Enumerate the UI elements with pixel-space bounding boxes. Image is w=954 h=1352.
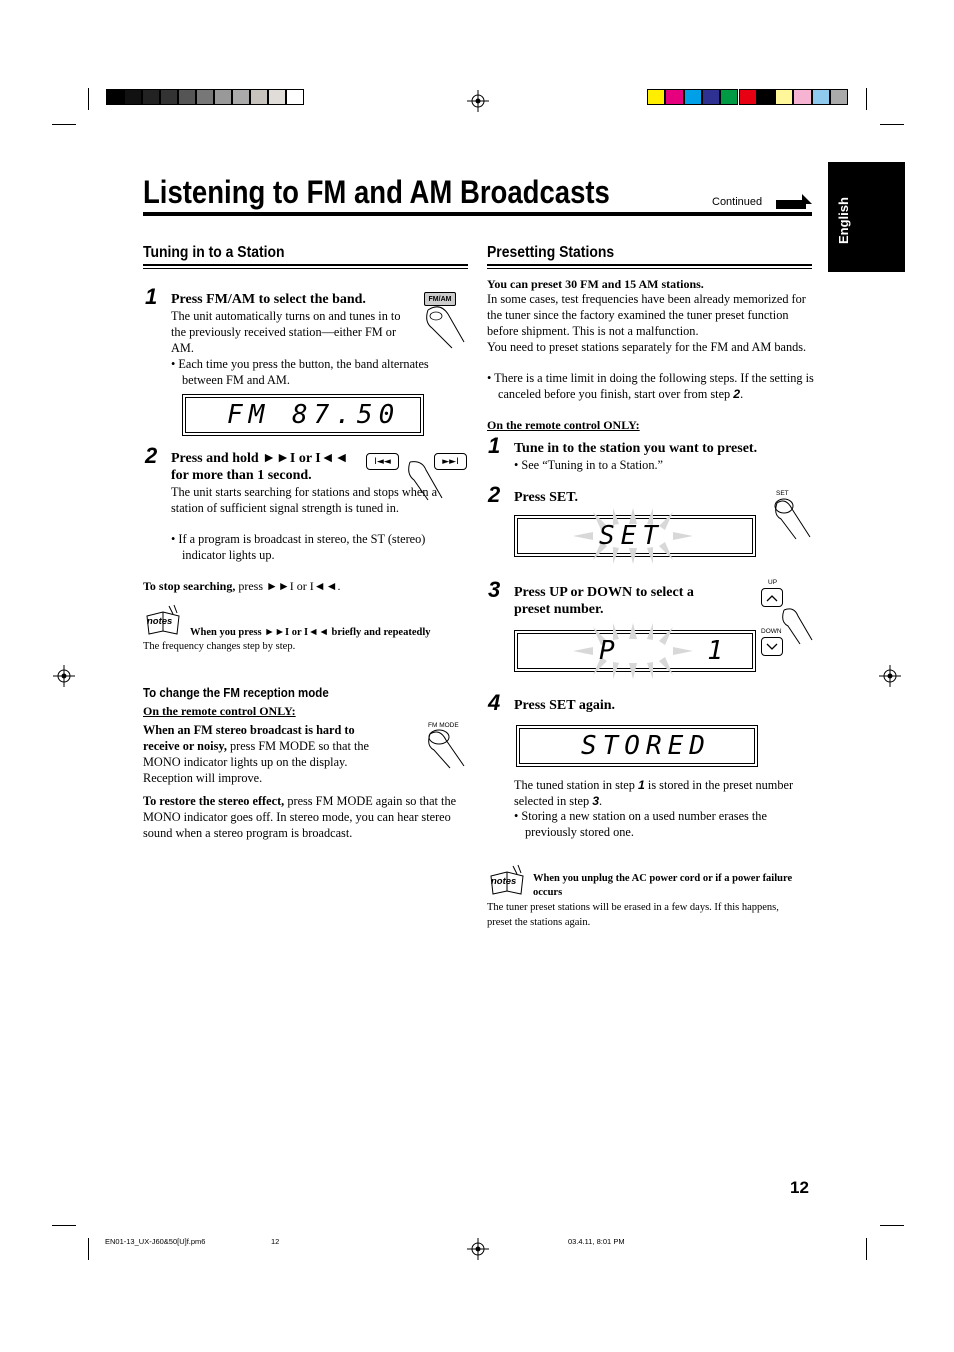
- step-number: 1: [488, 433, 501, 458]
- finger-press-icon: [418, 300, 470, 350]
- footer-date: 03.4.11, 8:01 PM: [568, 1237, 625, 1246]
- section-rule: [487, 264, 812, 266]
- prev-button[interactable]: I◄◄: [366, 453, 399, 470]
- set-button-label: SET: [776, 490, 789, 497]
- display-preset-text: P 1: [599, 636, 729, 666]
- stop-searching-lead: To stop searching,: [143, 579, 236, 593]
- preset-bullet-end: .: [740, 387, 744, 401]
- fm-mode-paragraph: [143, 793, 463, 841]
- color-swatch: [142, 89, 160, 105]
- registration-target-icon: [467, 90, 489, 112]
- section-rule: [143, 264, 468, 266]
- color-swatch: [160, 89, 178, 105]
- page-title: Listening to FM and AM Broadcasts: [143, 174, 610, 210]
- crop-mark: [88, 1238, 89, 1260]
- step-number: 1: [145, 284, 158, 309]
- color-swatch: [250, 89, 268, 105]
- color-swatch: [720, 89, 738, 105]
- display-set: [514, 515, 756, 557]
- section-rule: [143, 268, 468, 269]
- display-fm: [182, 394, 424, 436]
- remote-only-note: On the remote control ONLY:: [487, 418, 640, 432]
- crop-mark: [866, 1238, 867, 1260]
- fm-mode-heading: To change the FM reception mode: [143, 686, 329, 700]
- color-swatch: [106, 89, 124, 105]
- finger-press-icon: [780, 606, 814, 646]
- color-swatch: [757, 89, 775, 105]
- crop-mark: [866, 88, 867, 110]
- step-bullet: • If a program is broadcast in stereo, the ST (stereo) indicator lights up.: [171, 532, 426, 562]
- display-preset: [514, 630, 756, 672]
- step-ref: 3: [592, 794, 600, 808]
- notes-title: When you press ►►I or I◄◄ briefly and repeatedly: [190, 627, 431, 638]
- color-swatch: [830, 89, 848, 105]
- registration-target-icon: [879, 665, 901, 687]
- color-swatch: [268, 89, 286, 105]
- continued-label: Continued: [712, 196, 763, 208]
- color-swatch: [793, 89, 811, 105]
- set-button[interactable]: [772, 497, 814, 541]
- fm-am-button[interactable]: FM/AM: [424, 292, 456, 306]
- preset-paragraph: In some cases, test frequencies have been already memorized for the tuner since the factory examined the tuner preset function before shipment. This is not a malfunction.: [487, 292, 806, 338]
- up-button[interactable]: [761, 588, 783, 607]
- section-heading-presetting: Presetting Stations: [487, 244, 615, 261]
- crop-mark: [880, 1225, 904, 1226]
- fm-mode-button-label: FM MODE: [428, 722, 459, 729]
- up-button-label: UP: [768, 579, 778, 586]
- color-swatch: [232, 89, 250, 105]
- crop-mark: [52, 124, 76, 125]
- notes-icon-label: notes: [147, 616, 173, 627]
- section-rule: [487, 268, 812, 269]
- page-number: 12: [790, 1178, 809, 1197]
- color-swatch: [196, 89, 214, 105]
- step-bullet: • Each time you press the button, the band alternates between FM and AM.: [171, 357, 429, 387]
- color-swatch: [214, 89, 232, 105]
- step-title: Tune in to the station you want to preset.: [514, 441, 758, 456]
- down-button-label: DOWN: [761, 628, 782, 635]
- display-set-text: SET: [599, 521, 664, 551]
- display-stored: [516, 725, 758, 767]
- next-button[interactable]: ►►I: [434, 453, 467, 470]
- remote-only-note: On the remote control ONLY:: [143, 704, 296, 718]
- step-bullet: • See “Tuning in to a Station.”: [514, 458, 664, 472]
- step-title: Press UP or DOWN to select a preset number.: [514, 585, 694, 617]
- stored-explanation-b: is stored in the preset number selected in step: [514, 778, 794, 808]
- display-fm-text: FM 87.50: [227, 400, 401, 430]
- stop-searching: [143, 578, 463, 594]
- notes-icon-label: notes: [491, 876, 517, 887]
- crop-mark: [880, 124, 904, 125]
- stored-explanation-c: .: [599, 794, 603, 808]
- section-heading-tuning: Tuning in to a Station: [143, 244, 285, 261]
- crop-mark: [52, 1225, 76, 1226]
- registration-target-icon: [467, 1238, 489, 1260]
- color-swatch: [739, 89, 757, 105]
- fm-mode-p2-rest: press FM MODE again so that the MONO indicator goes off. In stereo mode, you can hear stereo sound when a stereo program is broadcast.: [143, 794, 457, 840]
- fm-mode-button[interactable]: [424, 728, 468, 770]
- arrow-right-icon: [776, 192, 812, 210]
- color-swatch: [702, 89, 720, 105]
- color-swatch: [286, 89, 304, 105]
- fm-mode-p1-rest: press FM MODE so that the MONO indicator lights up on the display. Reception will improve.: [143, 739, 369, 785]
- preset-lead: You can preset 30 FM and 15 AM stations.: [487, 277, 704, 291]
- step-bullet: • Storing a new station on a used number erases the previously stored one.: [514, 809, 767, 839]
- registration-target-icon: [53, 665, 75, 687]
- step-number: 2: [488, 482, 501, 507]
- notes-title: When you unplug the AC power cord or if a power failure occurs: [533, 873, 793, 898]
- preset-paragraph: You need to preset stations separately for the FM and AM bands.: [487, 340, 807, 354]
- preset-bullet-text: • There is a time limit in doing the following steps. If the setting is canceled before you finish, start over from step: [487, 371, 814, 401]
- notes-body: The tuner preset stations will be erased in a few days. If this happens, preset the stations again.: [487, 902, 779, 928]
- step-title: Press SET.: [514, 490, 579, 505]
- chevron-down-icon: [766, 643, 778, 651]
- color-swatch: [665, 89, 683, 105]
- fm-mode-p1-lead: When an FM stereo broadcast is hard to receive or noisy,: [143, 723, 355, 753]
- notes-body: The frequency changes step by step.: [143, 641, 296, 652]
- step-body: The unit automatically turns on and tunes in to the previously received station—either FM or AM.: [171, 309, 401, 355]
- color-swatch: [124, 89, 142, 105]
- crop-mark: [88, 88, 89, 110]
- chevron-up-icon: [766, 594, 778, 602]
- side-tab: [828, 162, 905, 272]
- step-ref: 1: [637, 778, 645, 792]
- preset-bullet: [487, 370, 823, 402]
- color-swatch: [812, 89, 830, 105]
- step-title: for more than 1 second.: [171, 468, 312, 483]
- side-tab-label: English: [836, 197, 851, 244]
- color-swatch: [178, 89, 196, 105]
- step-ref: 2: [733, 387, 741, 401]
- footer-page: 12: [271, 1237, 280, 1246]
- step-number: 3: [488, 577, 501, 602]
- title-rule: [143, 212, 812, 216]
- step-number: 2: [145, 443, 158, 468]
- color-swatch: [647, 89, 665, 105]
- step-title: Press FM/AM to select the band.: [171, 292, 366, 307]
- step-number: 4: [488, 690, 501, 715]
- stored-explanation-a: The tuned station in step: [514, 778, 638, 792]
- fm-mode-p2-lead: To restore the stereo effect,: [143, 794, 285, 808]
- color-swatch: [684, 89, 702, 105]
- stored-explanation: [514, 777, 814, 809]
- color-swatch: [775, 89, 793, 105]
- fm-mode-paragraph: [143, 722, 388, 786]
- step-title: Press SET again.: [514, 698, 616, 713]
- step-title: Press and hold ►►I or I◄◄: [171, 451, 349, 466]
- footer-file: EN01-13_UX-J60&50[U]f.pm6: [105, 1237, 206, 1246]
- display-stored-text: STORED: [581, 731, 711, 761]
- step-body: The unit starts searching for stations and stops when a station of sufficient signal strength is tuned in.: [171, 485, 438, 515]
- stop-searching-rest: press ►►I or I◄◄.: [235, 579, 341, 593]
